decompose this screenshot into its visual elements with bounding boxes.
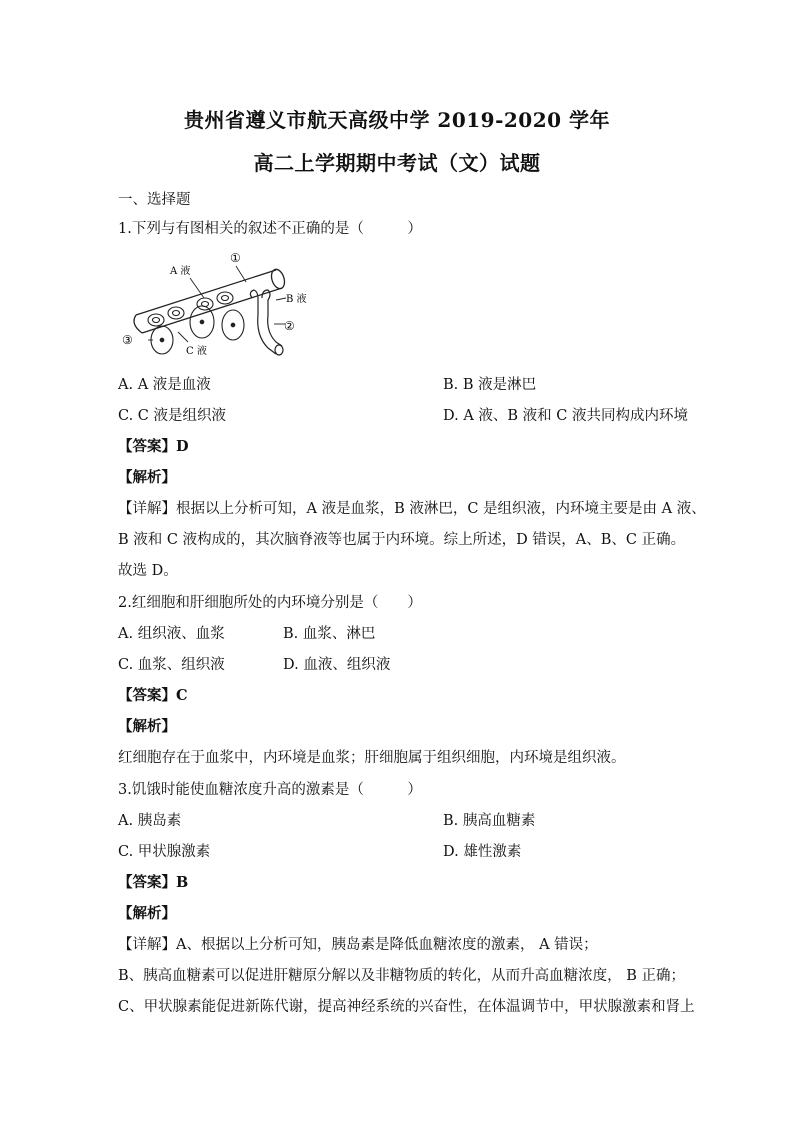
q1-figure [118,240,318,370]
section-heading: 一、选择题 [118,192,191,208]
q3-stem: 3.饥饿时能使血糖浓度升高的激素是（ ） [118,782,422,798]
q1-answer: 【答案】D [118,438,189,455]
q3-detail-1: 【详解】A、根据以上分析可知，胰岛素是降低血糖浓度的激素， A 错误； [118,937,598,953]
q3-answer: 【答案】B [118,874,189,891]
q1-detail-3: 故选 D。 [118,563,178,579]
mark-2: ② [284,319,295,333]
q1-detail-2: B 液和 C 液构成的，其次脑脊液等也属于内环境。综上所述，D 错误，A、B、C 正确。 [118,532,686,548]
label-a-fluid: A 液 [170,266,191,277]
q2-answer: 【答案】C [118,687,188,704]
q3-detail-2: B、胰高血糖素可以促进肝糖原分解以及非糖物质的转化，从而升高血糖浓度， B 正确； [118,968,686,984]
q3-detail-3: C、甲状腺素能促进新陈代谢，提高神经系统的兴奋性，在体温调节中，甲状腺激素和肾上 [118,999,695,1015]
q3-option-b: B. 胰高血糖素 [443,813,536,829]
q1-option-c: C. C 液是组织液 [118,408,226,424]
q3-option-c: C. 甲状腺激素 [118,844,211,860]
q3-analysis-heading: 【解析】 [118,905,176,922]
q3-option-d: D. 雄性激素 [443,844,522,860]
label-c-fluid: C 液 [186,346,207,357]
q1-option-a: A. A 液是血液 [118,377,211,393]
mark-3: ③ [122,333,133,347]
q1-detail-1: 【详解】根据以上分析可知，A 液是血浆，B 液淋巴，C 是组织液，内环境主要是由 A 液、 [118,501,706,517]
capillary-vessel [134,268,287,333]
q2-option-c: C. 血浆、组织液 [118,657,225,673]
mark-1: ① [230,251,241,265]
q1-analysis-heading: 【解析】 [118,469,176,486]
title-line-2: 高二上学期期中考试（文）试题 [253,151,541,175]
q2-stem: 2.红细胞和肝细胞所处的内环境分别是（ ） [118,595,422,611]
q2-option-d: D. 血液、组织液 [283,657,391,673]
q1-stem: 1.下列与有图相关的叙述不正确的是（ ） [118,221,422,237]
q1-option-b: B. B 液是淋巴 [443,377,537,393]
q2-detail-1: 红细胞存在于血浆中，内环境是血浆；肝细胞属于组织细胞，内环境是组织液。 [118,750,626,766]
q2-analysis-heading: 【解析】 [118,718,176,735]
q2-option-b: B. 血浆、淋巴 [283,626,376,642]
label-b-fluid: B 液 [286,294,307,305]
q2-option-a: A. 组织液、血浆 [118,626,225,642]
q3-option-a: A. 胰岛素 [118,813,182,829]
title-line-1: 贵州省遵义市航天高级中学 2019-2020 学年 [183,108,611,132]
q1-option-d: D. A 液、B 液和 C 液共同构成内环境 [443,408,688,424]
